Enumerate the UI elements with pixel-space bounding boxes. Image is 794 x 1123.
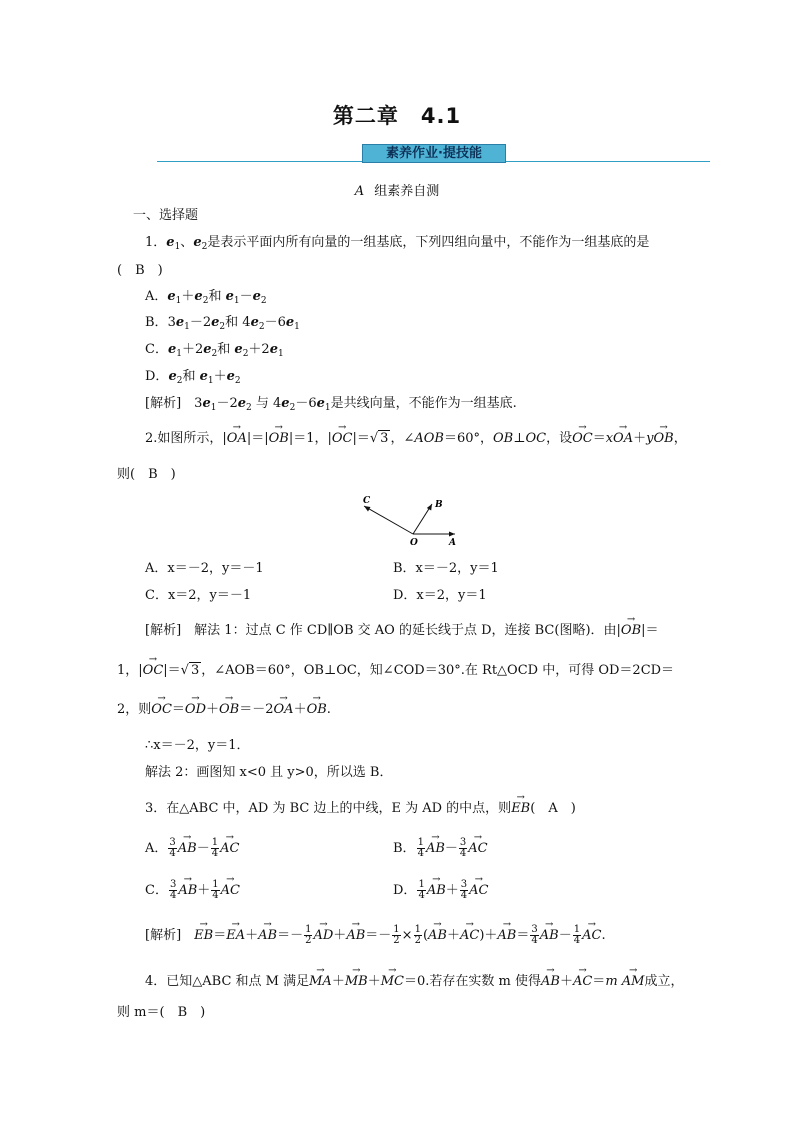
- group-subtitle: [0, 180, 794, 199]
- q1-stem: 1．$e_1$、$e_2$是表示平面内所有向量的一组基底，下列四组向量中，不能作为一组基底的是: [145, 235, 650, 252]
- vector-oc-line: [364, 506, 413, 534]
- q1-option-b: B．$3e_1-2e_2$和 $4e_2-6e_1$: [145, 315, 300, 332]
- section-heading: 一、选择题: [133, 208, 199, 223]
- q1-analysis: [解析] $3e_1-2e_2$ 与 $4e_2-6e_1$是共线向量，不能作为一组基底.: [145, 396, 517, 413]
- vector-oa-arrow: [449, 532, 455, 537]
- label-b: B: [435, 500, 443, 510]
- label-a: A: [449, 538, 456, 548]
- q3-option-b: B． $\frac{1}{4}$ → AB－ $\frac{3}{4}$ → AC: [393, 838, 488, 859]
- vector-ob-arrow: [427, 504, 432, 511]
- q1-option-a: A．$e_1+e_2$和 $e_1-e_2$: [145, 289, 267, 306]
- q2-option-c: C．x＝2，y＝－1: [145, 588, 252, 603]
- q1-answer: ( B ): [117, 263, 163, 278]
- page-title: 第二章 4.1: [332, 104, 462, 128]
- vector-figure: [355, 492, 465, 550]
- q4-answer-letter: B: [177, 1005, 188, 1020]
- label-c: C: [363, 496, 371, 506]
- q3-option-a: A． $\frac{3}{4}$ → AB－ $\frac{1}{4}$ → AC: [145, 838, 239, 859]
- q2-option-a: A．x＝－2，y＝－1: [145, 561, 264, 576]
- q3-stem: 3．在△ABC 中，AD 为 BC 边上的中线，E 为 AD 的中点，则→ EB( A ): [145, 800, 576, 818]
- q1-answer-letter: B: [135, 263, 145, 278]
- q2-analysis-line1: [解析] 解法 1：过点 C 作 CD∥OB 交 AO 的延长线于点 D，连接 BC(图略)．由|→ OB|＝: [145, 622, 659, 640]
- group-title: 组素养自测: [374, 184, 440, 199]
- q3-option-d: D． $\frac{1}{4}$ → AB＋ $\frac{3}{4}$ → AC: [393, 880, 489, 901]
- q1-option-c: C．$e_1+2e_2$和 $e_2+2e_1$: [145, 342, 284, 359]
- q3-analysis: [解析] → EB＝→ EA＋→ AB＝－ $\frac{1}{2}$ → AD＋→ AB＝－ $\frac{1}{2}$ × $\frac{1}{2}$ (→ AB＋→ AC)＋→ AB＝ $\frac{3}{4}$ → AB－ $\frac{1}{4}$ → AC.: [145, 925, 606, 946]
- q2-answer: 则( B ): [117, 467, 176, 482]
- q4-stem: 4．已知△ABC 和点 M 满足→ MA＋→ MB＋→ MC＝0.若存在实数 m 使得→ AB＋→ AC＝m → AM成立，: [145, 973, 684, 991]
- q3-answer-letter: A: [548, 801, 558, 816]
- q4-answer: 则 m＝( B ): [117, 1005, 206, 1020]
- vector-oc-arrow: [364, 506, 371, 512]
- q2-answer-letter: B: [148, 467, 158, 482]
- q2-option-b: B．x＝－2，y＝1: [393, 561, 499, 576]
- q1-option-d: D．$e_2$和 $e_1+e_2$: [145, 369, 241, 386]
- q2-option-d: D．x＝2，y＝1: [393, 588, 487, 603]
- q2-conclusion: ∴x＝－2，y＝1．: [145, 738, 250, 753]
- label-o: O: [410, 538, 418, 548]
- q2-method2: 解法 2：画图知 x<0 且 y>0，所以选 B．: [145, 765, 393, 780]
- q2-analysis-line2: 1，|→ OC|＝√ 3 ，∠AOB＝60°，OB⊥OC，知∠COD＝30°.在 Rt△OCD 中，可得 OD＝2CD＝: [117, 662, 674, 680]
- q2-stem: 2.如图所示，|→ OA|＝|→ OB|＝1，|→ OC|＝√ 3 ，∠AOB＝60°，OB⊥OC，设→ OC＝x→ OA＋y→ OB，: [145, 430, 687, 448]
- q3-option-c: C． $\frac{3}{4}$ → AB＋ $\frac{1}{4}$ → AC: [145, 880, 240, 901]
- section-banner: 素养作业·提技能: [362, 144, 506, 163]
- group-letter: A: [354, 184, 365, 199]
- q2-analysis-line3: 2，则→ OC＝→ OD＋→ OB＝－2→ OA＋→ OB.: [117, 701, 331, 719]
